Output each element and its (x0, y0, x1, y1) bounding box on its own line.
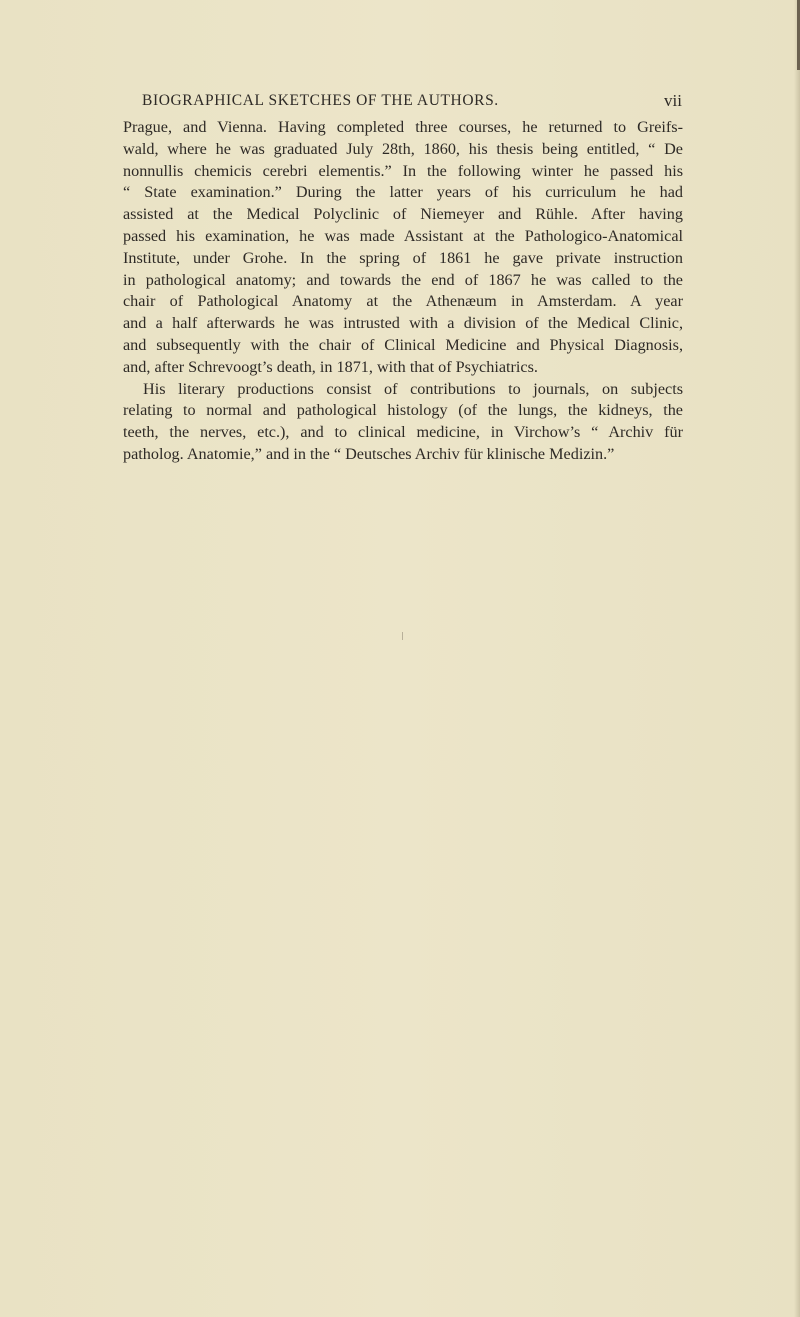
text-line: and subsequently with the chair of Clinical Medicine and Physical Diagnosis, (123, 335, 683, 354)
paragraph-1 (123, 117, 683, 379)
stray-ink-mark (402, 632, 403, 640)
page-edge-shadow (794, 0, 800, 1317)
text-line: nonnullis chemicis cerebri elementis.” In the following winter he passed his (123, 161, 683, 180)
text-line: patholog. Anatomie,” and in the “ Deutsches Archiv für klinische Medizin.” (123, 444, 615, 463)
running-head (142, 92, 682, 112)
body-text (123, 117, 683, 466)
text-line: Institute, under Grohe. In the spring of 1861 he gave private instruction (123, 248, 683, 267)
text-line: teeth, the nerves, etc.), and to clinical medicine, in Virchow’s “ Archiv für (123, 423, 683, 442)
text-line: relating to normal and pathological histology (of the lungs, the kidneys, the (123, 401, 683, 420)
text-line: assisted at the Medical Polyclinic of Niemeyer and Rühle. After having (123, 205, 683, 224)
text-line: in pathological anatomy; and towards the end of 1867 he was called to the (123, 270, 683, 289)
running-title: BIOGRAPHICAL SKETCHES OF THE AUTHORS. (142, 92, 499, 109)
text-line: and a half afterwards he was intrusted with a division of the Medical Clinic, (123, 314, 683, 333)
text-line: “ State examination.” During the latter years of his curriculum he had (123, 183, 683, 202)
text-line: chair of Pathological Anatomy at the Athenæum in Amsterdam. A year (123, 292, 683, 311)
paragraph-2 (123, 379, 683, 466)
text-line: and, after Schrevoogt’s death, in 1871, with that of Psychiatrics. (123, 357, 538, 376)
text-line: Prague, and Vienna. Having completed three courses, he returned to Greifs- (123, 118, 683, 136)
text-line: His literary productions consist of contributions to journals, on subjects (143, 379, 683, 398)
page-number: vii (664, 91, 682, 110)
text-line: passed his examination, he was made Assistant at the Pathologico-Anatomical (123, 226, 683, 245)
text-line: wald, where he was graduated July 28th, 1860, his thesis being entitled, “ De (123, 139, 683, 158)
